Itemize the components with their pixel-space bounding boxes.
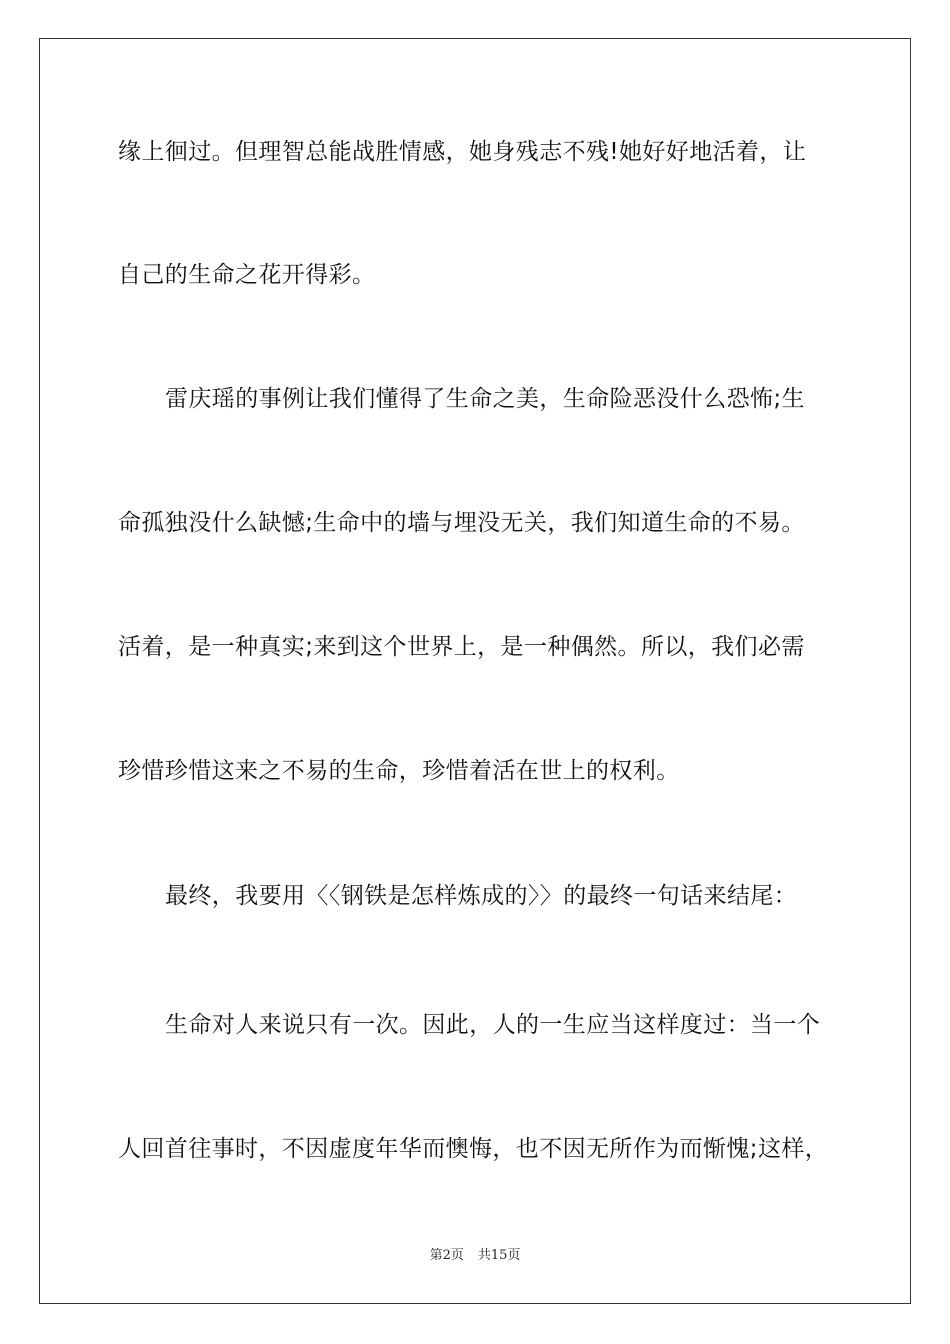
text-line-3: 雷庆瑶的事例让我们懂得了生命之美，生命险恶没什么恐怖;生	[165, 386, 805, 412]
text-line-2: 自己的生命之花开得彩。	[118, 262, 376, 288]
page-border	[39, 38, 911, 1304]
text-line-8: 生命对人来说只有一次。因此，人的一生应当这样度过：当一个	[165, 1012, 821, 1038]
page-total: 共15页	[477, 1248, 521, 1263]
text-line-1: 缘上徊过。但理智总能战胜情感，她身残志不残!她好好地活着，让	[118, 139, 807, 165]
text-line-7: 最终，我要用〈〈钢铁是怎样炼成的〉〉的最终一句话来结尾：	[165, 883, 798, 909]
text-line-6: 珍惜珍惜这来之不易的生命，珍惜着活在世上的权利。	[118, 758, 680, 784]
text-line-9: 人回首往事时，不因虚度年华而懊悔，也不因无所作为而惭愧;这样，	[118, 1136, 829, 1162]
page-footer	[0, 1247, 950, 1265]
page-number: 第2页	[429, 1248, 464, 1263]
text-line-5: 活着，是一种真实;来到这个世界上，是一种偶然。所以，我们必需	[118, 634, 805, 660]
text-line-4: 命孤独没什么缺憾;生命中的墙与埋没无关，我们知道生命的不易。	[118, 510, 805, 536]
